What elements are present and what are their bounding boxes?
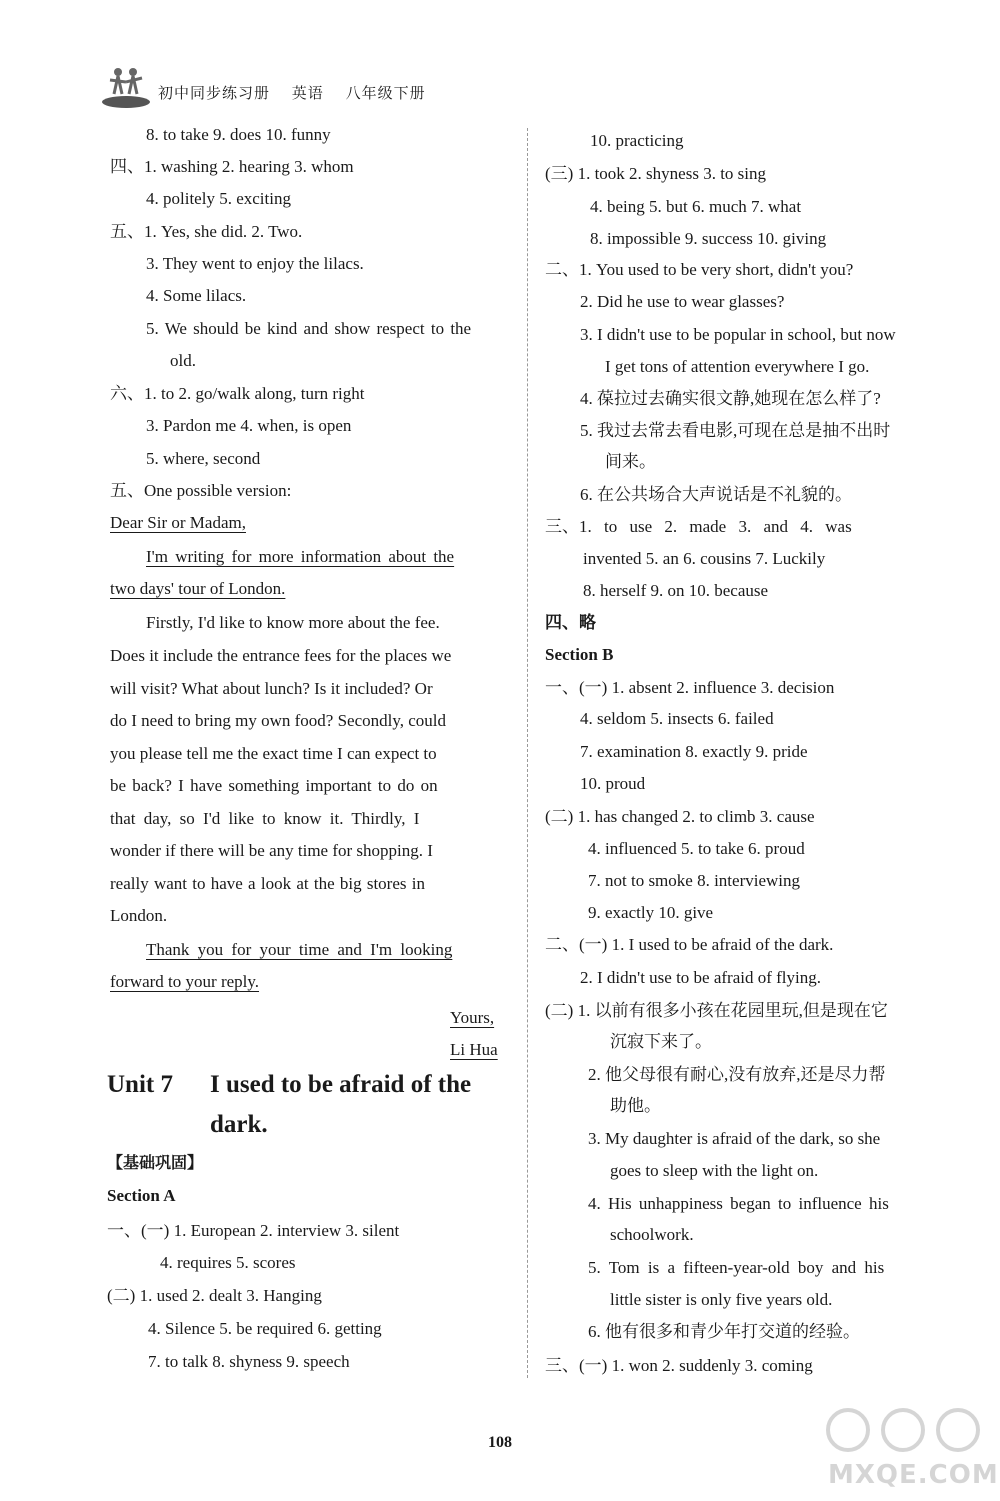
answer-line: 4. being 5. but 6. much 7. what [590,197,802,216]
unit-title-cont: dark. [210,1111,268,1138]
letter-line: wonder if there will be any time for shopping. I [110,841,433,860]
answer-line: 3. I didn't use to be popular in school, but now [580,325,896,344]
answer-line: 一、(一) 1. absent 2. influence 3. decision [545,678,835,697]
answer-line: (二) 1. has changed 2. to climb 3. cause [545,807,815,826]
grade: 八年级下册 [345,84,426,102]
answer-line: 三、(一) 1. won 2. suddenly 3. coming [545,1356,813,1375]
answer-line: 7. examination 8. exactly 9. pride [580,742,808,761]
answer-line: (三) 1. took 2. shyness 3. to sing [545,164,766,183]
letter-line: you please tell me the exact time I can expect to [110,744,437,763]
answer-line: 3. My daughter is afraid of the dark, so she [588,1129,881,1148]
answer-line: 四、1. washing 2. hearing 3. whom [110,157,354,176]
letter-line: be back? I have something important to do on [110,776,438,795]
answer-line: 7. to talk 8. shyness 9. speech [148,1352,350,1371]
letter-line: Does it include the entrance fees for the places we [110,646,452,665]
letter-line: really want to have a look at the big stores in [110,874,425,893]
answer-line: 6. 在公共场合大声说话是不礼貌的。 [580,485,852,504]
answer-line: 4. politely 5. exciting [146,189,291,208]
answer-line: 10. practicing [590,131,684,150]
unit-label: Unit 7 [107,1071,173,1098]
page-header [100,64,520,110]
answer-line: I get tons of attention everywhere I go. [605,357,870,376]
answer-line: 五、1. Yes, she did. 2. Two. [110,222,303,241]
answer-line: 三、1. to use 2. made 3. and 4. was [545,517,852,536]
answer-line: (二) 1. used 2. dealt 3. Hanging [107,1286,322,1305]
section-heading: 【基础巩固】 [107,1153,204,1172]
answer-line: 4. seldom 5. insects 6. failed [580,709,774,728]
answer-line: 5. where, second [146,449,261,468]
answer-line: 6. 他有很多和青少年打交道的经验。 [588,1322,860,1341]
letter-salutation: Dear Sir or Madam, [110,513,246,532]
answer-line: 8. impossible 9. success 10. giving [590,229,827,248]
answer-line: 3. Pardon me 4. when, is open [146,416,352,435]
answer-line: schoolwork. [610,1225,694,1244]
answer-line: 3. They went to enjoy the lilacs. [146,254,364,273]
section-heading: Section B [545,645,614,664]
answer-line: 5. We should be kind and show respect to the [146,319,472,338]
letter-line: I'm writing for more information about the [146,547,455,566]
answer-line: 4. Silence 5. be required 6. getting [148,1319,382,1338]
letter-line: London. [110,906,168,925]
answer-line: 间来。 [605,452,656,471]
answer-line: 沉寂下来了。 [610,1032,712,1051]
answer-line: 7. not to smoke 8. interviewing [588,871,801,890]
answer-line: 二、1. You used to be very short, didn't you? [545,260,854,279]
answer-line: 9. exactly 10. give [588,903,714,922]
answer-line: (二) 1. 以前有很多小孩在花园里玩,但是现在它 [545,1001,888,1020]
section-heading: Section A [107,1186,176,1205]
answer-line: 4. Some lilacs. [146,286,247,305]
answer-line: 5. Tom is a fifteen-year-old boy and his [588,1258,885,1277]
letter-line: do I need to bring my own food? Secondly, could [110,711,446,730]
column-divider [527,128,528,1378]
answer-line: 4. His unhappiness began to influence his [588,1194,889,1213]
answer-line: 五、One possible version: [110,481,292,500]
letter-closing: Yours, [450,1008,495,1027]
book-title: 初中同步练习册 [158,84,271,102]
answer-line: 5. 我过去常去看电影,可现在总是抽不出时 [580,421,891,440]
answer-line: 一、(一) 1. European 2. interview 3. silent [107,1221,400,1240]
letter-line: two days' tour of London. [110,579,286,598]
letter-line: will visit? What about lunch? Is it included? Or [110,679,433,698]
answer-line: 8. herself 9. on 10. because [583,581,769,600]
letter-line: Firstly, I'd like to know more about the fee. [146,613,440,632]
answer-line: 助他。 [610,1096,661,1115]
answer-line: 4. 葆拉过去确实很文静,她现在怎么样了? [580,389,881,408]
answer-line: 4. influenced 5. to take 6. proud [588,839,805,858]
watermark-text: MXQE.COM [828,1460,999,1490]
subject: 英语 [291,84,324,102]
answer-line: 4. requires 5. scores [160,1253,296,1272]
answer-line: 8. to take 9. does 10. funny [146,125,331,144]
watermark [818,1400,999,1495]
answer-line: 六、1. to 2. go/walk along, turn right [110,384,365,403]
letter-line: that day, so I'd like to know it. Thirdly, I [110,809,420,828]
logo-icon [100,64,152,110]
answer-line: goes to sleep with the light on. [610,1161,819,1180]
answer-line: 10. proud [580,774,646,793]
letter-line: forward to your reply. [110,972,260,991]
letter-signature: Li Hua [450,1040,498,1059]
answer-line: 2. Did he use to wear glasses? [580,292,785,311]
unit-title: I used to be afraid of the [210,1071,472,1098]
letter-line: Thank you for your time and I'm looking [146,940,453,959]
answer-line: invented 5. an 6. cousins 7. Luckily [583,549,826,568]
answer-line: old. [170,351,196,370]
page-number: 108 [488,1434,512,1451]
answer-line: 二、(一) 1. I used to be afraid of the dark. [545,935,834,954]
answer-line: little sister is only five years old. [610,1290,833,1309]
answer-line: 2. I didn't use to be afraid of flying. [580,968,822,987]
answer-line: 2. 他父母很有耐心,没有放弃,还是尽力帮 [588,1065,886,1084]
answer-line: 四、略 [545,613,596,632]
